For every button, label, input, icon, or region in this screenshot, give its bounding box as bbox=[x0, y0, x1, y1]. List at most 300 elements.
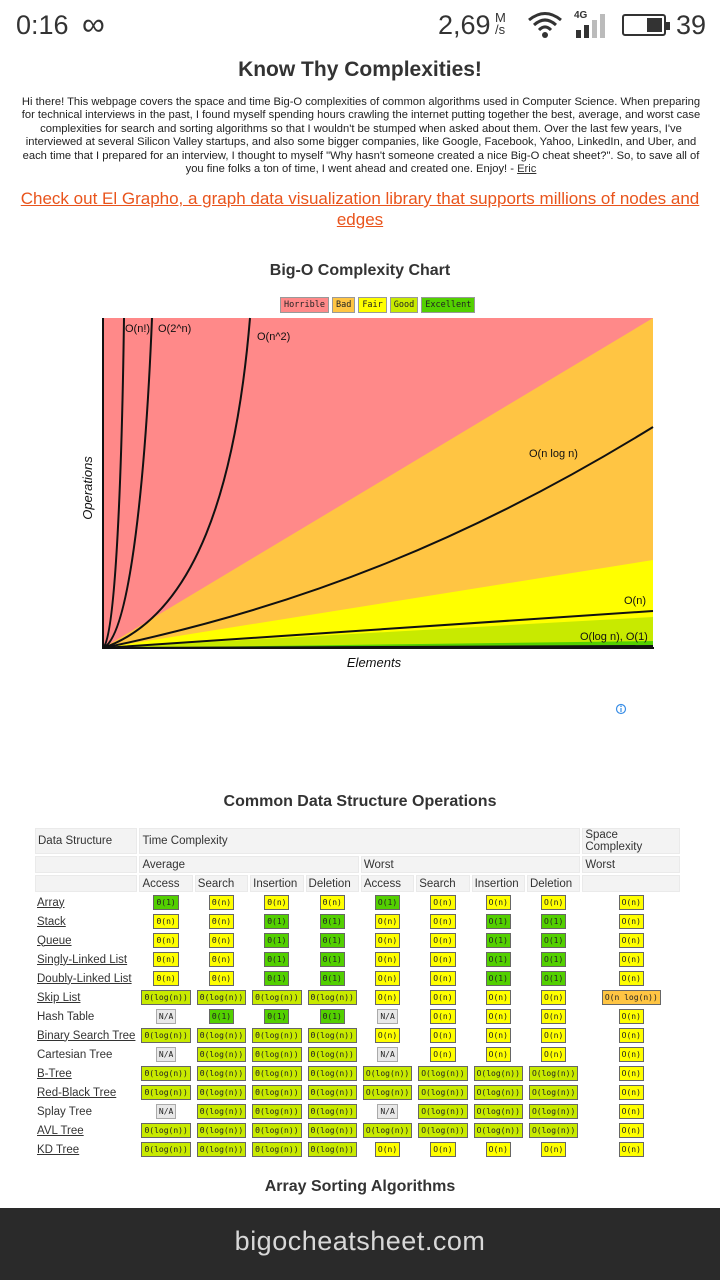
infinity-icon: ∞ bbox=[82, 6, 105, 42]
complexity-cell bbox=[361, 913, 414, 930]
complexity-badge: Θ(log(n)) bbox=[197, 1047, 246, 1062]
complexity-badge: O(log(n)) bbox=[363, 1085, 412, 1100]
complexity-badge: O(n) bbox=[619, 1047, 644, 1062]
chart-title: Big-O Complexity Chart bbox=[269, 262, 451, 279]
complexity-badge: O(n) bbox=[619, 971, 644, 986]
page-title: Know Thy Complexities! bbox=[238, 58, 482, 81]
complexity-badge: O(n) bbox=[541, 1009, 566, 1024]
complexity-cell bbox=[306, 1065, 359, 1082]
network-speed-unit bbox=[495, 12, 506, 36]
table-row bbox=[35, 951, 680, 968]
space-cell bbox=[582, 970, 680, 987]
complexity-badge: Θ(log(n)) bbox=[308, 1104, 357, 1119]
table-row bbox=[35, 1084, 680, 1101]
complexity-cell bbox=[416, 1103, 469, 1120]
complexity-cell bbox=[139, 1122, 192, 1139]
complexity-badge: O(n) bbox=[619, 1028, 644, 1043]
complexity-badge: Θ(1) bbox=[320, 952, 345, 967]
complexity-cell bbox=[306, 970, 359, 987]
column-header-insertion: Insertion bbox=[472, 875, 525, 892]
column-header-access: Access bbox=[361, 875, 414, 892]
complexity-badge: O(n) bbox=[619, 1123, 644, 1138]
complexity-cell bbox=[416, 951, 469, 968]
complexity-cell bbox=[416, 1008, 469, 1025]
complexity-cell bbox=[139, 989, 192, 1006]
header-time-complexity: Time Complexity bbox=[139, 828, 580, 854]
label-exponential: O(2^n) bbox=[158, 323, 192, 335]
complexity-cell bbox=[416, 970, 469, 987]
table-row bbox=[35, 932, 680, 949]
complexity-badge: O(n) bbox=[541, 895, 566, 910]
complexity-badge: Θ(log(n)) bbox=[252, 1028, 301, 1043]
label-quadratic: O(n^2) bbox=[257, 331, 291, 343]
complexity-badge: O(log(n)) bbox=[474, 1085, 523, 1100]
complexity-badge: Θ(log(n)) bbox=[252, 1104, 301, 1119]
complexity-badge: O(n) bbox=[430, 1142, 455, 1157]
complexity-badge: O(log(n)) bbox=[474, 1066, 523, 1081]
complexity-badge: Θ(1) bbox=[320, 914, 345, 929]
column-header-insertion: Insertion bbox=[250, 875, 303, 892]
complexity-badge: O(1) bbox=[375, 895, 400, 910]
complexity-cell bbox=[195, 932, 248, 949]
complexity-cell bbox=[416, 1141, 469, 1158]
complexity-cell bbox=[361, 1122, 414, 1139]
complexity-cell bbox=[416, 913, 469, 930]
complexity-cell bbox=[306, 932, 359, 949]
network-speed: 2,69 bbox=[438, 10, 491, 40]
complexity-badge: Θ(1) bbox=[264, 933, 289, 948]
complexity-badge: Θ(log(n)) bbox=[141, 1066, 190, 1081]
complexity-badge: N/A bbox=[156, 1009, 176, 1024]
data-structure-name[interactable]: Singly-Linked List bbox=[37, 953, 128, 966]
complexity-cell bbox=[416, 1065, 469, 1082]
complexity-cell bbox=[250, 970, 303, 987]
complexity-cell bbox=[416, 1084, 469, 1101]
complexity-badge: Θ(1) bbox=[264, 971, 289, 986]
space-cell bbox=[582, 1084, 680, 1101]
complexity-badge: O(n) bbox=[430, 914, 455, 929]
complexity-badge: Θ(log(n)) bbox=[197, 1085, 246, 1100]
complexity-cell bbox=[250, 989, 303, 1006]
space-cell bbox=[582, 1046, 680, 1063]
space-cell bbox=[582, 913, 680, 930]
table-header-row-1 bbox=[35, 828, 680, 854]
y-axis-label: Operations bbox=[80, 456, 95, 520]
complexity-cell bbox=[361, 1008, 414, 1025]
complexity-badge: O(n) bbox=[375, 990, 400, 1005]
complexity-badge: N/A bbox=[156, 1047, 176, 1062]
complexity-cell bbox=[527, 970, 580, 987]
complexity-badge: O(n) bbox=[375, 971, 400, 986]
complexity-cell bbox=[416, 932, 469, 949]
complexity-badge: O(1) bbox=[486, 952, 511, 967]
complexity-cell bbox=[195, 1122, 248, 1139]
complexity-cell bbox=[250, 1122, 303, 1139]
data-structure-name[interactable]: AVL Tree bbox=[37, 1124, 84, 1137]
table-row bbox=[35, 913, 680, 930]
complexity-badge: Θ(log(n)) bbox=[197, 1104, 246, 1119]
complexity-cell bbox=[472, 989, 525, 1006]
complexity-cell bbox=[306, 989, 359, 1006]
complexity-badge: O(log(n)) bbox=[418, 1123, 467, 1138]
complexity-badge: Θ(log(n)) bbox=[252, 1066, 301, 1081]
complexity-badge: O(n) bbox=[541, 990, 566, 1005]
complexity-badge: Θ(n) bbox=[153, 952, 178, 967]
author-link[interactable]: Eric bbox=[517, 163, 537, 176]
data-structure-name[interactable]: Skip List bbox=[37, 991, 81, 1004]
space-cell bbox=[582, 1122, 680, 1139]
site-footer bbox=[0, 1208, 720, 1280]
complexity-badge: O(n) bbox=[430, 952, 455, 967]
label-factorial: O(n!) bbox=[125, 323, 151, 335]
table-header-row-3 bbox=[35, 875, 680, 892]
network-type: 4G bbox=[574, 10, 588, 21]
complexity-cell bbox=[195, 1103, 248, 1120]
complexity-cell bbox=[527, 1084, 580, 1101]
data-structure-name[interactable]: KD Tree bbox=[37, 1143, 80, 1156]
complexity-cell bbox=[472, 1008, 525, 1025]
complexity-cell bbox=[361, 1141, 414, 1158]
complexity-cell bbox=[306, 1141, 359, 1158]
label-log-constant: O(log n), O(1) bbox=[580, 631, 648, 643]
header-blank bbox=[35, 875, 137, 892]
complexity-cell bbox=[527, 1065, 580, 1082]
complexity-badge: Θ(n) bbox=[209, 952, 234, 967]
complexity-badge: O(log(n)) bbox=[418, 1085, 467, 1100]
label-linear: O(n) bbox=[624, 595, 646, 607]
complexity-cell bbox=[139, 932, 192, 949]
complexity-badge: Θ(log(n)) bbox=[252, 1142, 301, 1157]
table-row bbox=[35, 1141, 680, 1158]
complexity-cell bbox=[306, 913, 359, 930]
complexity-badge: Θ(log(n)) bbox=[308, 1066, 357, 1081]
complexity-badge: Θ(1) bbox=[320, 1009, 345, 1024]
complexity-badge: O(n) bbox=[619, 952, 644, 967]
complexity-cell bbox=[306, 1103, 359, 1120]
complexity-badge: O(n) bbox=[486, 895, 511, 910]
complexity-badge: N/A bbox=[377, 1009, 397, 1024]
complexity-badge: Θ(1) bbox=[153, 895, 178, 910]
complexity-badge: Θ(log(n)) bbox=[308, 1085, 357, 1100]
complexity-cell bbox=[472, 970, 525, 987]
complexity-badge: Θ(1) bbox=[264, 1009, 289, 1024]
complexity-badge: O(1) bbox=[486, 914, 511, 929]
complexity-badge: O(1) bbox=[541, 933, 566, 948]
x-axis-label: Elements bbox=[346, 655, 402, 670]
ad-info-icon[interactable] bbox=[615, 703, 627, 715]
complexity-badge: Θ(log(n)) bbox=[141, 990, 190, 1005]
data-structure-name[interactable]: B-Tree bbox=[37, 1067, 72, 1080]
complexity-badge: Θ(log(n)) bbox=[308, 1028, 357, 1043]
complexity-cell bbox=[306, 1027, 359, 1044]
complexity-cell bbox=[361, 894, 414, 911]
complexity-cell bbox=[472, 932, 525, 949]
complexity-badge: O(n) bbox=[430, 1028, 455, 1043]
complexity-cell bbox=[527, 1122, 580, 1139]
complexity-badge: Θ(log(n)) bbox=[197, 1142, 246, 1157]
complexity-badge: N/A bbox=[377, 1047, 397, 1062]
complexity-badge: Θ(log(n)) bbox=[197, 1028, 246, 1043]
complexity-badge: O(log(n)) bbox=[529, 1123, 578, 1138]
complexity-badge: O(log(n)) bbox=[474, 1123, 523, 1138]
complexity-badge: O(n) bbox=[375, 933, 400, 948]
space-cell bbox=[582, 951, 680, 968]
header-worst: Worst bbox=[361, 856, 580, 873]
complexity-cell bbox=[250, 1008, 303, 1025]
complexity-cell bbox=[139, 1027, 192, 1044]
complexity-cell bbox=[195, 951, 248, 968]
table-row bbox=[35, 1065, 680, 1082]
legend-fair: Fair bbox=[358, 297, 386, 313]
complexity-badge: Θ(log(n)) bbox=[308, 1142, 357, 1157]
intro-body: Hi there! This webpage covers the space and time Big-O complexities of common algorithms used in Computer Science. When preparing for technical interviews in the past, I found myself spending hours crawling the internet putting together the best, average, and worst case complexities for search and sorting algorithms so that I wouldn't be stumped when asked about them. Over the last few years, I've interviewed at several Silicon Valley startups, and also some bigger companies, like Google, Facebook, Yahoo, LinkedIn, and Uber, and each time that I prepared for an interview, I thought to myself "Why hasn't someone created a nice Big-O cheat sheet?". So, to save all of you fine folks a ton of time, I went ahead and created one. Enjoy! - bbox=[21, 96, 701, 176]
complexity-cell bbox=[361, 1103, 414, 1120]
complexity-badge: Θ(1) bbox=[264, 952, 289, 967]
data-structure-name[interactable]: Array bbox=[37, 896, 65, 909]
header-data-structure: Data Structure bbox=[35, 828, 137, 854]
complexity-cell bbox=[250, 1027, 303, 1044]
complexity-cell bbox=[195, 913, 248, 930]
complexity-cell bbox=[250, 951, 303, 968]
space-cell bbox=[582, 1103, 680, 1120]
complexity-cell bbox=[472, 951, 525, 968]
complexity-cell bbox=[306, 1008, 359, 1025]
complexity-badge: Θ(log(n)) bbox=[308, 1123, 357, 1138]
complexity-badge: O(n) bbox=[486, 1028, 511, 1043]
data-structure-name: Cartesian Tree bbox=[37, 1048, 113, 1061]
complexity-cell bbox=[139, 1084, 192, 1101]
complexity-badge: O(n) bbox=[375, 1142, 400, 1157]
data-structure-name[interactable]: Red-Black Tree bbox=[37, 1086, 117, 1099]
column-header-access: Access bbox=[139, 875, 192, 892]
complexity-cell bbox=[250, 1046, 303, 1063]
data-structure-name[interactable]: Stack bbox=[37, 915, 66, 928]
complexity-cell bbox=[527, 932, 580, 949]
complexity-cell bbox=[195, 1141, 248, 1158]
complexity-cell bbox=[195, 970, 248, 987]
legend-bad: Bad bbox=[332, 297, 355, 313]
complexity-cell bbox=[527, 1008, 580, 1025]
complexity-cell bbox=[139, 913, 192, 930]
complexity-badge: Θ(n) bbox=[209, 933, 234, 948]
complexity-badge: Θ(n) bbox=[264, 895, 289, 910]
table-row bbox=[35, 894, 680, 911]
complexity-badge: O(n) bbox=[486, 1047, 511, 1062]
complexity-cell bbox=[195, 1084, 248, 1101]
complexity-badge: O(1) bbox=[541, 914, 566, 929]
complexity-cell bbox=[139, 951, 192, 968]
data-structure-name[interactable]: Queue bbox=[37, 934, 72, 947]
column-header-deletion: Deletion bbox=[527, 875, 580, 892]
complexity-cell bbox=[139, 1008, 192, 1025]
complexity-cell bbox=[527, 1046, 580, 1063]
complexity-badge: O(n) bbox=[619, 914, 644, 929]
complexity-cell bbox=[527, 989, 580, 1006]
complexity-cell bbox=[250, 913, 303, 930]
battery-level: 39 bbox=[676, 10, 707, 40]
complexity-badge: Θ(n) bbox=[209, 971, 234, 986]
complexity-badge: Θ(log(n)) bbox=[197, 1066, 246, 1081]
complexity-badge: O(log(n)) bbox=[474, 1104, 523, 1119]
complexity-badge: O(n) bbox=[541, 1028, 566, 1043]
complexity-cell bbox=[139, 1141, 192, 1158]
complexity-badge: O(n) bbox=[430, 1047, 455, 1062]
complexity-cell bbox=[195, 1046, 248, 1063]
status-bar bbox=[0, 0, 720, 52]
space-cell bbox=[582, 989, 680, 1006]
complexity-badge: O(n) bbox=[619, 1104, 644, 1119]
sorting-title: Array Sorting Algorithms bbox=[264, 1178, 456, 1195]
table-row bbox=[35, 1122, 680, 1139]
complexity-cell bbox=[416, 1027, 469, 1044]
complexity-cell bbox=[306, 1084, 359, 1101]
space-cell bbox=[582, 1027, 680, 1044]
complexity-badge: Θ(log(n)) bbox=[308, 1047, 357, 1062]
complexity-cell bbox=[527, 894, 580, 911]
complexity-cell bbox=[195, 989, 248, 1006]
complexity-cell bbox=[195, 894, 248, 911]
complexity-cell bbox=[416, 894, 469, 911]
complexity-badge: Θ(log(n)) bbox=[197, 990, 246, 1005]
complexity-badge: O(1) bbox=[486, 971, 511, 986]
site-domain: bigocheatsheet.com bbox=[234, 1226, 486, 1256]
complexity-badge: O(log(n)) bbox=[363, 1123, 412, 1138]
data-structure-name[interactable]: Binary Search Tree bbox=[37, 1029, 136, 1042]
complexity-cell bbox=[361, 932, 414, 949]
space-cell bbox=[582, 1141, 680, 1158]
legend-good: Good bbox=[390, 297, 418, 313]
complexity-badge: O(1) bbox=[486, 933, 511, 948]
complexity-cell bbox=[139, 1046, 192, 1063]
complexity-badge: O(n) bbox=[430, 990, 455, 1005]
complexity-badge: O(n) bbox=[541, 1047, 566, 1062]
complexity-badge: Θ(log(n)) bbox=[252, 1047, 301, 1062]
complexity-cell bbox=[306, 951, 359, 968]
complexity-cell bbox=[361, 1065, 414, 1082]
complexity-cell bbox=[472, 1141, 525, 1158]
complexity-cell bbox=[361, 1027, 414, 1044]
header-space-worst: Worst bbox=[582, 856, 680, 873]
complexity-cell bbox=[250, 1065, 303, 1082]
column-header-search: Search bbox=[195, 875, 248, 892]
legend-excellent: Excellent bbox=[421, 297, 475, 313]
table-row bbox=[35, 1027, 680, 1044]
complexity-badge: O(log(n)) bbox=[363, 1066, 412, 1081]
complexity-badge: O(n) bbox=[619, 895, 644, 910]
complexity-badge: O(1) bbox=[541, 952, 566, 967]
complexity-cell bbox=[250, 1103, 303, 1120]
complexity-badge: O(n log(n)) bbox=[602, 990, 661, 1005]
complexity-badge: O(n) bbox=[619, 1009, 644, 1024]
table-row bbox=[35, 1046, 680, 1063]
data-structures-title: Common Data Structure Operations bbox=[223, 793, 497, 810]
complexity-badge: Θ(log(n)) bbox=[308, 990, 357, 1005]
complexity-badge: O(n) bbox=[541, 1142, 566, 1157]
complexity-badge: Θ(n) bbox=[209, 914, 234, 929]
complexity-badge: Θ(log(n)) bbox=[252, 1123, 301, 1138]
complexity-badge: Θ(n) bbox=[153, 971, 178, 986]
complexity-badge: O(log(n)) bbox=[418, 1104, 467, 1119]
space-cell bbox=[582, 932, 680, 949]
complexity-badge: O(1) bbox=[541, 971, 566, 986]
chart-legend bbox=[280, 297, 475, 313]
label-nlogn: O(n log n) bbox=[529, 448, 578, 460]
complexity-badge: O(n) bbox=[619, 1142, 644, 1157]
data-structure-name[interactable]: Doubly-Linked List bbox=[37, 972, 132, 985]
complexity-badge: Θ(1) bbox=[264, 914, 289, 929]
complexity-chart bbox=[76, 316, 666, 676]
complexity-badge: O(log(n)) bbox=[529, 1104, 578, 1119]
complexity-cell bbox=[527, 1027, 580, 1044]
complexity-cell bbox=[472, 1122, 525, 1139]
complexity-badge: Θ(log(n)) bbox=[141, 1028, 190, 1043]
table-row bbox=[35, 1008, 680, 1025]
data-structure-name: Hash Table bbox=[37, 1010, 95, 1023]
complexity-badge: Θ(1) bbox=[320, 933, 345, 948]
complexity-cell bbox=[527, 1141, 580, 1158]
complexity-badge: O(n) bbox=[375, 1028, 400, 1043]
intro-text bbox=[16, 96, 706, 176]
complexity-cell bbox=[416, 1122, 469, 1139]
complexity-badge: Θ(n) bbox=[153, 914, 178, 929]
complexity-badge: N/A bbox=[377, 1104, 397, 1119]
column-header-deletion: Deletion bbox=[306, 875, 359, 892]
clock: 0:16 bbox=[16, 10, 69, 40]
complexity-cell bbox=[472, 894, 525, 911]
complexity-badge: O(n) bbox=[375, 952, 400, 967]
complexity-cell bbox=[472, 1084, 525, 1101]
table-row bbox=[35, 1103, 680, 1120]
complexity-badge: O(log(n)) bbox=[418, 1066, 467, 1081]
complexity-cell bbox=[472, 1065, 525, 1082]
complexity-badge: Θ(n) bbox=[320, 895, 345, 910]
speed-unit-top: M bbox=[495, 10, 506, 25]
complexity-badge: Θ(n) bbox=[209, 895, 234, 910]
complexity-badge: O(n) bbox=[486, 1142, 511, 1157]
complexity-cell bbox=[472, 1103, 525, 1120]
battery-icon bbox=[622, 14, 666, 36]
wifi-icon bbox=[527, 10, 563, 40]
complexity-badge: Θ(1) bbox=[320, 971, 345, 986]
complexity-cell bbox=[416, 989, 469, 1006]
complexity-badge: Θ(log(n)) bbox=[252, 990, 301, 1005]
header-average: Average bbox=[139, 856, 358, 873]
header-blank bbox=[582, 875, 680, 892]
complexity-badge: Θ(log(n)) bbox=[252, 1085, 301, 1100]
complexity-badge: N/A bbox=[156, 1104, 176, 1119]
header-blank bbox=[35, 856, 137, 873]
complexity-cell bbox=[139, 1103, 192, 1120]
column-header-search: Search bbox=[416, 875, 469, 892]
complexity-cell bbox=[139, 894, 192, 911]
complexity-badge: Θ(1) bbox=[209, 1009, 234, 1024]
complexity-cell bbox=[250, 894, 303, 911]
complexity-cell bbox=[361, 970, 414, 987]
space-cell bbox=[582, 894, 680, 911]
table-row bbox=[35, 970, 680, 987]
complexity-cell bbox=[139, 970, 192, 987]
complexity-badge: O(n) bbox=[619, 933, 644, 948]
complexity-badge: O(n) bbox=[430, 971, 455, 986]
complexity-cell bbox=[306, 894, 359, 911]
promo-link[interactable]: Check out El Grapho, a graph data visualization library that supports millions of nodes and edges bbox=[20, 189, 700, 229]
complexity-badge: O(n) bbox=[486, 1009, 511, 1024]
complexity-cell bbox=[527, 913, 580, 930]
complexity-badge: O(n) bbox=[430, 1009, 455, 1024]
complexity-cell bbox=[361, 1084, 414, 1101]
complexity-badge: Θ(log(n)) bbox=[141, 1142, 190, 1157]
complexity-cell bbox=[139, 1065, 192, 1082]
